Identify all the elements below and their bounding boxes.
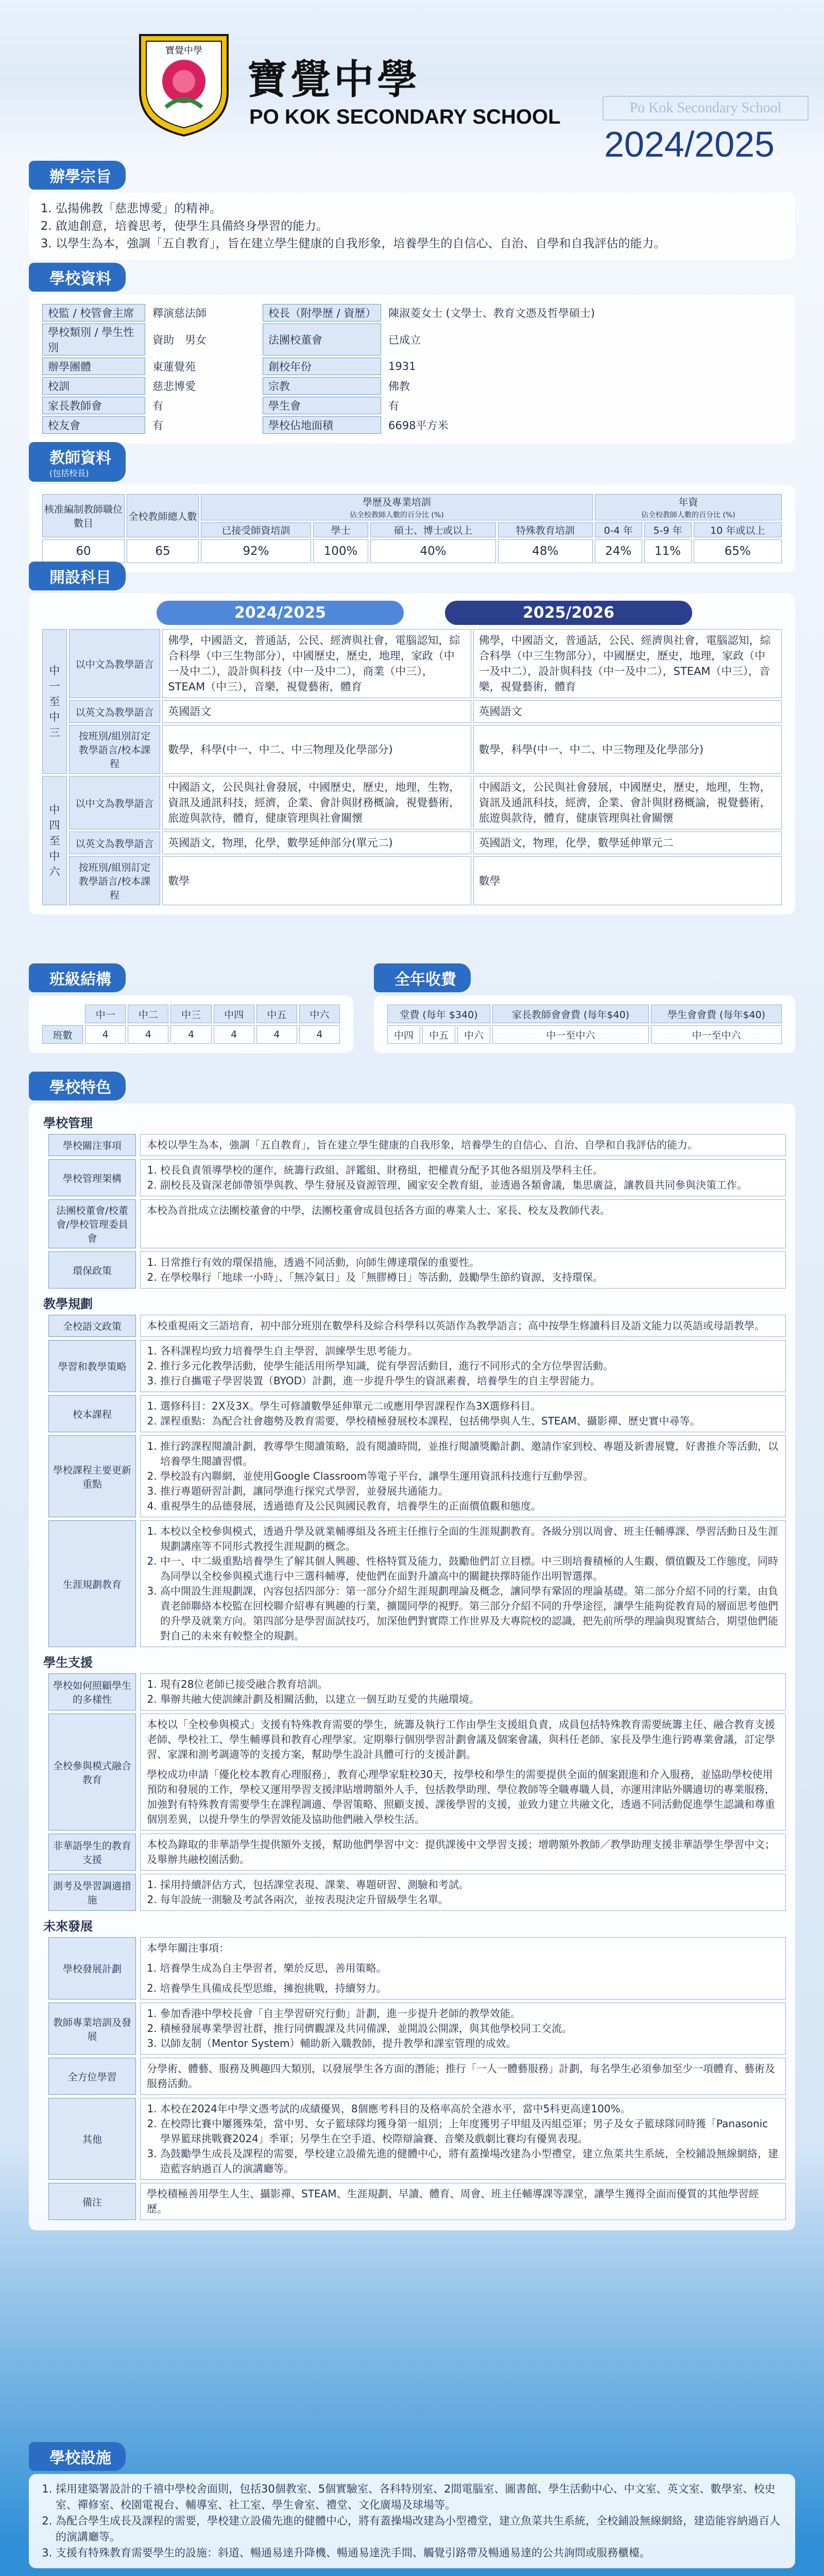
col-header: 碩士、博士或以上 bbox=[370, 522, 496, 537]
list-item: 3. 以學生為本，強調「五自教育」，旨在建立學生健康的自我形象，培養學生的自信心、自治、自學和自我評估的能力。 bbox=[56, 235, 784, 252]
stage-senior: 中四至中六 bbox=[42, 776, 67, 905]
info-value: 資助 男女 bbox=[152, 334, 207, 346]
feature-content bbox=[140, 1340, 786, 1392]
list-item: 2. 在校際比賽中屢獲殊榮，當中男、女子籃球隊均獲身第一組別；上年度獲男子甲組及丙組亞軍；男子及女子籃球隊同時獲「Panasonic 學界籃球挑戰賽2024」季軍；另學生在空手道、校際辯論賽、音樂及戲劇比賽均有優異表現。 bbox=[160, 2116, 779, 2146]
course-cell: 英國語文 bbox=[473, 700, 782, 723]
info-value: 6698平方米 bbox=[388, 419, 449, 432]
table-row bbox=[42, 416, 702, 434]
list-item: 2. 舉辦共融大使訓練計劃及相關活動，以建立一個互助互愛的共融環境。 bbox=[160, 1692, 779, 1707]
course-cell: 數學 bbox=[473, 856, 782, 905]
facilities-section bbox=[29, 2442, 795, 2568]
list-item: 4. 重視學生的品德發展，透過德育及公民與國民教育，培養學生的正面價值觀和態度。 bbox=[160, 1499, 779, 1514]
feature-label: 學校課程主要更新重點 bbox=[48, 1435, 136, 1517]
section-title: 全年收費 bbox=[374, 963, 471, 992]
table-row bbox=[42, 304, 702, 321]
form-header: 中五 bbox=[256, 1005, 297, 1023]
mission-list bbox=[40, 200, 784, 252]
course-cell: 數學，科學(中一、中二、中三物理及化學部分) bbox=[473, 725, 782, 774]
course-cell: 英國語文 bbox=[162, 700, 471, 723]
feature-label: 其他 bbox=[48, 2098, 136, 2180]
section-title: 學校特色 bbox=[29, 1072, 126, 1100]
pta-header: 家長教師會會費 (每年$40) bbox=[492, 1005, 649, 1023]
info-value: 1931 bbox=[388, 360, 416, 372]
list-item: 1. 採用建築署設計的千禧中學校舍面則，包括30個教室、5個實驗室、各科特別室、2間電腦室、圖書館、學生活動中心、中文室、英文室、數學室、校史室、禪修室、校園電視台、輔導室、社工室、學生會室、禮堂、文化廣場及球場等。 bbox=[56, 2481, 784, 2513]
course-cell: 佛學，中國語文，普通話，公民、經濟與社會，電腦認知，綜合科學（中三生物部分），中國歷史，歷史，地理，家政（中一及中二），設計與科技（中一及中二），商業（中三），STEAM（中三），音樂，視覺藝術，體育 bbox=[162, 629, 471, 698]
list-item: 1. 各科課程均致力培養學生自主學習，訓練學生思考能力。 bbox=[160, 1344, 779, 1359]
section-subtitle: (包括校長) bbox=[49, 468, 89, 478]
pct-value: 48% bbox=[498, 539, 593, 563]
cat-english: 以英文為教學語言 bbox=[69, 832, 161, 854]
fee-form: 中六 bbox=[457, 1025, 490, 1044]
list-item: 2. 副校長及資深老師帶領學與教、學生發展及資源管理、國家安全教育組，並透過各類會議，集思廣益，讓教員共同參與決策工作。 bbox=[160, 1178, 779, 1193]
list-item: 3. 為鼓勵學生成長及課程的需要，學校建立設備先進的健體中心，將有蓋操場改建為小型禮堂，建立魚菜共生系統，全校鋪設無線網絡，建造藍容納過百人的演講廳等。 bbox=[160, 2146, 779, 2176]
course-cell: 數學，科學(中一、中二、中三物理及化學部分) bbox=[162, 725, 471, 774]
course-cell: 英國語文，物理，化學，數學延伸單元二 bbox=[473, 832, 782, 854]
courses-section bbox=[29, 562, 795, 914]
feature-group-title: 教學規劃 bbox=[43, 1297, 93, 1311]
feature-label: 校本課程 bbox=[48, 1395, 136, 1432]
list-item: 2. 中一、中二級重點培養學生了解其個人興趣、性格特質及能力，鼓勵他們訂立目標。中三則培養積極的人生觀、價值觀及工作態度，同時為同學以全校參與模式進行中三選科輔導，使他們在面對升讀高中的關鍵抉擇時能作出明智選擇。 bbox=[160, 1554, 779, 1584]
school-name-en: PO KOK SECONDARY SCHOOL bbox=[249, 106, 561, 128]
feature-label: 非華語學生的教育支援 bbox=[48, 1834, 136, 1871]
col-header: 0-4 年 bbox=[595, 522, 642, 537]
list-item: 1. 現有28位老師已接受融合教育培訓。 bbox=[160, 1677, 779, 1692]
info-label: 法團校董會 bbox=[263, 324, 381, 355]
feature-label: 測考及學習調適措施 bbox=[48, 1874, 136, 1911]
approved-value: 60 bbox=[42, 539, 125, 563]
feature-content bbox=[140, 1134, 786, 1156]
feature-content bbox=[140, 1673, 786, 1710]
section-title: 開設科目 bbox=[29, 562, 126, 590]
info-value: 東蓮覺苑 bbox=[152, 361, 196, 373]
table-row bbox=[42, 358, 702, 375]
fees-table bbox=[385, 1003, 784, 1046]
year-pill-2025: 2025/2026 bbox=[445, 601, 692, 625]
feature-content bbox=[140, 1251, 786, 1289]
list-item: 2. 為配合學生成長及課程的需要，學校建立設備先進的健體中心，將有蓋操場改建為小型禮堂，建立魚菜共生系統，全校鋪設無線網絡，建造能容納過百人的演講廳等。 bbox=[56, 2513, 784, 2545]
col-header: 學士 bbox=[313, 522, 368, 537]
feature-row bbox=[48, 1673, 786, 1710]
feature-content bbox=[140, 1315, 786, 1337]
feature-content bbox=[140, 2003, 786, 2055]
feature-label: 生涯規劃教育 bbox=[48, 1520, 136, 1647]
cat-mixed: 按班別/組別訂定教學語言/校本課程 bbox=[69, 725, 161, 774]
form-header: 中四 bbox=[214, 1005, 254, 1023]
col-header: 特殊教育培訓 bbox=[498, 522, 593, 537]
list-item: 2. 在學校舉行「地球一小時」、「無冷氣日」及「無膠樽日」等活動，鼓勵學生節約資源，支持環保。 bbox=[160, 1270, 779, 1285]
col-header: 10 年或以上 bbox=[694, 522, 782, 537]
feature-label: 環保政策 bbox=[48, 1251, 136, 1289]
info-value: 慈悲博愛 bbox=[152, 380, 196, 393]
facilities-list bbox=[40, 2481, 784, 2561]
list-item: 2. 學校設有內聯網，並使用Google Classroom等電子平台，讓學生運用資訊科技進行互動學習。 bbox=[160, 1469, 779, 1484]
feature-row bbox=[48, 2098, 786, 2180]
classes-section bbox=[29, 963, 353, 1053]
list-item: 1. 弘揚佛教「慈悲博愛」的精神。 bbox=[56, 200, 784, 217]
col-header: 已接受師資培訓 bbox=[201, 522, 311, 537]
course-cell: 數學 bbox=[162, 856, 471, 905]
feature-row bbox=[48, 2003, 786, 2055]
feature-group-title: 學校管理 bbox=[43, 1116, 93, 1130]
feature-content bbox=[140, 2058, 786, 2095]
form-header: 中一 bbox=[85, 1005, 126, 1023]
list-item: 2. 積極發展專業學習社群，推行同儕觀課及共同備課，並開設公開課，與其他學校同工交流。 bbox=[160, 2021, 779, 2036]
pct-value: 65% bbox=[694, 539, 782, 563]
feature-row bbox=[48, 1134, 786, 1156]
feature-row bbox=[48, 2183, 786, 2220]
feature-label: 學校發展計劃 bbox=[48, 1937, 136, 1999]
features-body bbox=[29, 1104, 795, 2230]
info-value: 釋演慈法師 bbox=[152, 307, 207, 319]
list-item: 1. 校長負責領導學校的運作，統籌行政組、評鑑組、財務組，把權責分配予其他各組別及學科主任。 bbox=[160, 1163, 779, 1178]
info-value: 有 bbox=[388, 400, 399, 412]
table-row bbox=[42, 324, 702, 355]
form-header: 中三 bbox=[170, 1005, 211, 1023]
list-item: 2. 啟迪創意，培養思考，使學生具備終身學習的能力。 bbox=[56, 217, 784, 235]
info-label: 辦學團體 bbox=[42, 358, 145, 375]
info-value: 有 bbox=[152, 400, 163, 412]
feature-content bbox=[140, 1937, 786, 1999]
paragraph: 學校成功申請「優化校本教育心理服務」，教育心理學家駐校30天，按學校和學生的需要提供全面的個案跟進和介入服務，並協助學校使用預防和發展的工作，學校又運用學習支援津貼增聘額外人手，包括教學助理、學位教師等全職專職人員，亦運用津貼外購適切的專業服務，加強對有特殊教育需要學生在課程調適、學習策略、照顧支援、課後學習的支援，並致力建立共融文化，透過不同活動促進學生認識和尊重個別差異，以提升學生的學習效能及協助他們融入學校生活。 bbox=[147, 1768, 775, 1825]
feature-row bbox=[48, 1340, 786, 1392]
list-item: 2. 課程重點：為配合社會趨勢及教育需要，學校積極發展校本課程，包括佛學與人生、STEAM、攝影禪、歷史實中尋等。 bbox=[160, 1414, 779, 1429]
feature-content bbox=[140, 2183, 786, 2220]
feature-label: 全校參與模式融合教育 bbox=[48, 1714, 136, 1831]
list-item: 1. 推行跨課程閱讀計劃，教導學生閱讀策略，設有閱讀時間，並推行閱讀獎勵計劃、邀請作家到校、專題及新書展覽，好書推介等活動，以培養學生閱讀習慣。 bbox=[160, 1439, 779, 1469]
section-title: 學校資料 bbox=[29, 263, 126, 292]
list-item: 2. 每年設統一測驗及考試各兩次，並按表現決定升留級學生名單。 bbox=[160, 1892, 779, 1907]
col-header: 5-9 年 bbox=[644, 522, 692, 537]
total-value: 65 bbox=[127, 539, 199, 563]
feature-row bbox=[48, 1435, 786, 1517]
courses-table bbox=[40, 627, 784, 907]
row-label: 班數 bbox=[42, 1025, 83, 1044]
paragraph: 本學年關注事項： bbox=[147, 1942, 229, 1954]
info-value: 已成立 bbox=[388, 334, 421, 346]
count-cell: 4 bbox=[256, 1025, 297, 1044]
paragraph: 學校積極善用學生人生、攝影禪、STEAM、生涯規劃、早讀、體育、周會、班主任輔導課等課堂，讓學生獲得全面而優質的其他學習經歷。 bbox=[147, 2188, 759, 2215]
feature-content bbox=[140, 1834, 786, 1871]
classes-fees-row bbox=[29, 963, 795, 1053]
feature-label: 教師專業培訓及發展 bbox=[48, 2003, 136, 2055]
info-label: 宗教 bbox=[263, 377, 381, 395]
cat-chinese: 以中文為教學語言 bbox=[69, 629, 161, 698]
info-value: 有 bbox=[152, 419, 163, 432]
feature-row bbox=[48, 1315, 786, 1337]
school-name-cn: 寶覺中學 bbox=[247, 56, 421, 103]
section-title-text: 教師資料 bbox=[49, 449, 111, 467]
total-header: 全校教師總人數 bbox=[127, 494, 199, 537]
form-header: 中二 bbox=[128, 1005, 168, 1023]
feature-row bbox=[48, 1251, 786, 1289]
cat-chinese: 以中文為教學語言 bbox=[69, 776, 161, 829]
feature-row bbox=[48, 1159, 786, 1196]
pct-value: 92% bbox=[201, 539, 311, 563]
count-cell: 4 bbox=[214, 1025, 254, 1044]
feature-content bbox=[140, 1395, 786, 1432]
staff-section bbox=[29, 442, 795, 572]
table-row bbox=[42, 377, 702, 395]
feature-row bbox=[48, 1199, 786, 1248]
feature-group-title: 未來發展 bbox=[43, 1919, 93, 1934]
feature-row bbox=[48, 1834, 786, 1871]
stage-junior: 中一至中三 bbox=[42, 629, 67, 774]
count-cell: 4 bbox=[85, 1025, 126, 1044]
feature-row bbox=[48, 2058, 786, 2095]
fee-form: 中四 bbox=[387, 1025, 420, 1044]
cat-english: 以英文為教學語言 bbox=[69, 700, 161, 723]
feature-content bbox=[140, 1199, 786, 1248]
feature-label: 法團校董會/校董會/學校管理委員會 bbox=[48, 1199, 136, 1248]
table-row bbox=[42, 397, 702, 414]
fee-form: 中五 bbox=[422, 1025, 455, 1044]
count-cell: 4 bbox=[299, 1025, 340, 1044]
list-item: 3. 以師友制（Mentor System）輔助新入職教師，提升教學和課室管理的成效。 bbox=[160, 2036, 779, 2051]
school-info-table bbox=[40, 302, 705, 436]
cat-mixed: 按班別/組別訂定教學語言/校本課程 bbox=[69, 856, 161, 905]
pct-value: 100% bbox=[313, 539, 368, 563]
feature-label: 全方位學習 bbox=[48, 2058, 136, 2095]
info-label: 校友會 bbox=[42, 416, 145, 434]
feature-group-title: 學生支援 bbox=[43, 1655, 93, 1670]
feature-label: 全校語文政策 bbox=[48, 1315, 136, 1337]
list-item: 1. 本校在2024年中學文憑考試的成績優異，8個應考科目的及格率高於全港水平，當中5科更高達100%。 bbox=[160, 2102, 779, 2116]
feature-label: 學習和教學策略 bbox=[48, 1340, 136, 1392]
info-label: 學校佔地面積 bbox=[263, 416, 381, 434]
pct-value: 40% bbox=[370, 539, 496, 563]
info-value: 佛教 bbox=[388, 380, 410, 393]
feature-row bbox=[48, 1714, 786, 1831]
paragraph: 本校為首批成立法團校董會的中學，法團校董會成員包括各方面的專業人士、家長、校友及教師代表。 bbox=[147, 1204, 610, 1216]
approved-header: 核准編制教師職位數目 bbox=[42, 494, 125, 537]
years-header: 年資 佔全校教師人數的百分比 (%) bbox=[595, 494, 782, 520]
list-item: 3. 推行自攜電子學習裝置（BYOD）計劃，進一步提升學生的資訊素養，培養學生的自主學習能力。 bbox=[160, 1374, 779, 1388]
paragraph: 本校為錄取的非華語學生提供額外支援，幫助他們學習中文：提供課後中文學習支援；增聘額外教師／教學助理支援非華語學生學習中文；及舉辦共融校園活動。 bbox=[147, 1838, 775, 1866]
course-cell: 中國語文，公民與社會發展，中國歷史，歷史，地理，生物，資訊及通訊科技，經濟，企業、會計與財務概論，視覺藝術，旅遊與款待，體育，健康管理與社會關懷 bbox=[162, 776, 471, 829]
info-value: 陳淑菱女士 (文學士、教育文憑及哲學碩士) bbox=[388, 307, 595, 319]
info-label: 學校類別 / 學生性別 bbox=[42, 324, 145, 355]
school-info-section bbox=[29, 263, 795, 443]
feature-content bbox=[140, 2098, 786, 2180]
feature-row bbox=[48, 1520, 786, 1647]
info-label: 校長（附學歷 / 資歷） bbox=[263, 304, 381, 321]
list-item: 1. 選修科目：2X及3X。學生可修讀數學延伸單元二或應用學習課程作為3X選修科目。 bbox=[160, 1399, 779, 1414]
feature-label: 學校關注事項 bbox=[48, 1134, 136, 1156]
header bbox=[0, 0, 824, 164]
paragraph: 本校以學生為本，強調「五自教育」，旨在建立學生健康的自我形象，培養學生的自信心、自治、自學和自我評估的能力。 bbox=[147, 1139, 698, 1151]
paragraph: 分學術、體藝、服務及興趣四大類別，以發展學生各方面的潛能；推行「一人一體藝服務」計劃，每名學生必須參加至少一項體育、藝術及服務活動。 bbox=[147, 2062, 775, 2090]
pct-value: 24% bbox=[595, 539, 642, 563]
info-label: 校訓 bbox=[42, 377, 145, 395]
fees-section bbox=[374, 963, 795, 1053]
list-item: 1. 日常推行有效的環保措施，透過不同活動，向師生傳達環保的重要性。 bbox=[160, 1255, 779, 1270]
year-pill-2024: 2024/2025 bbox=[157, 601, 404, 625]
paragraph: 本校重視兩文三語培育，初中部分班別在數學科及綜合科學科以英語作為教學語言；高中按學生修讀科目及語文能力以英語或母語教學。 bbox=[147, 1319, 765, 1332]
list-item: 1. 本校以全校參與模式，透過升學及就業輔導組及各班主任推行全面的生涯規劃教育。各級分別以周會、班主任輔導課、學習活動日及生涯規劃講座等不同形式教授生涯規劃的概念。 bbox=[160, 1524, 779, 1554]
school-logo-icon bbox=[135, 30, 233, 138]
section-title: 辦學宗旨 bbox=[29, 161, 126, 190]
feature-label: 學校如何照顧學生的多樣性 bbox=[48, 1673, 136, 1710]
feature-content bbox=[140, 1714, 786, 1831]
pta-range: 中一至中六 bbox=[492, 1025, 649, 1044]
pct-value: 11% bbox=[644, 539, 692, 563]
list-item: 1. 參加香港中學校長會「自主學習研究行動」計劃，進一步提升老師的教學效能。 bbox=[160, 2006, 779, 2021]
count-cell: 4 bbox=[170, 1025, 211, 1044]
staff-table bbox=[40, 492, 784, 565]
feature-row bbox=[48, 1874, 786, 1911]
info-label: 家長教師會 bbox=[42, 397, 145, 414]
list-item: 1. 採用持續評估方式，包括課堂表現、課業、專題研習、測驗和考試。 bbox=[160, 1877, 779, 1892]
feature-content bbox=[140, 1520, 786, 1647]
list-item: 3. 推行專題研習計劃，讓同學進行探究式學習，並發展共通能力。 bbox=[160, 1484, 779, 1499]
info-label: 創校年份 bbox=[263, 358, 381, 375]
section-title: 學校設施 bbox=[29, 2442, 126, 2471]
feature-label: 學校管理架構 bbox=[48, 1159, 136, 1196]
su-header: 學生會會費 (每年$40) bbox=[651, 1005, 782, 1023]
school-year: 2024/2025 bbox=[604, 124, 775, 164]
course-cell: 佛學，中國語文，普通話，公民、經濟與社會，電腦認知，綜合科學（中三生物部分），中國歷史，歷史，地理，家政（中一及中二），設計與科技（中一及中二），STEAM（中三），音樂，視覺藝術，體育 bbox=[473, 629, 782, 698]
form-header: 中六 bbox=[299, 1005, 340, 1023]
background-sign: Po Kok Secondary School bbox=[603, 96, 809, 121]
paragraph: 2. 培養學生具備成長型思維，擁抱挑戰，持續努力。 bbox=[147, 1982, 387, 1994]
classes-table bbox=[40, 1003, 342, 1046]
mission-section bbox=[29, 161, 795, 260]
su-range: 中一至中六 bbox=[651, 1025, 782, 1044]
paragraph: 本校以「全校參與模式」支援有特殊教育需要的學生，統籌及執行工作由學生支援組負責，成員包括特殊教育需要統籌主任、融合教育支援老師、學校社工、學生輔導員和教育心理學家。定期舉行個別學習計劃會議及個案會議，與科任老師、家長及學生進行跨專業會議，訂定學習、家課和測考調適等的支援方案，幫助學生設計具體可行的支援計劃。 bbox=[147, 1718, 775, 1760]
feature-content bbox=[140, 1435, 786, 1517]
paragraph: 1. 培養學生成為自主學習者，樂於反思，善用策略。 bbox=[147, 1962, 387, 1974]
feature-row bbox=[48, 1395, 786, 1432]
section-title bbox=[29, 442, 126, 482]
course-cell: 中國語文，公民與社會發展，中國歷史，歷史，地理，生物，資訊及通訊科技，經濟，企業、會計與財務概論，視覺藝術，旅遊與款待，體育，健康管理與社會關懷 bbox=[473, 776, 782, 829]
list-item: 2. 推行多元化教學活動，使學生能活用所學知識，從有學習活動目，進行不同形式的全方位學習活動。 bbox=[160, 1359, 779, 1374]
info-label: 學生會 bbox=[263, 397, 381, 414]
feature-label: 備注 bbox=[48, 2183, 136, 2220]
feature-content bbox=[140, 1874, 786, 1911]
course-cell: 英國語文，物理，化學，數學延伸部分(單元二) bbox=[162, 832, 471, 854]
section-title: 班級結構 bbox=[29, 963, 126, 992]
feature-row bbox=[48, 1937, 786, 1999]
quals-header: 學歷及專業培訓 佔全校教師人數的百分比 (%) bbox=[201, 494, 593, 520]
tuition-header: 堂費 (每年 $340) bbox=[387, 1005, 490, 1023]
list-item: 3. 支援有特殊教育需要學生的設施：斜道、暢通易達升降機、暢通易達洗手間、觸覺引路帶及暢通易達的公共詢問或服務櫃檯。 bbox=[56, 2545, 784, 2561]
feature-content bbox=[140, 1159, 786, 1196]
logo-text: 寶覺中學 bbox=[165, 45, 202, 56]
list-item: 3. 高中開設生涯規劃課，內容包括四部分：第一部分介紹生涯規劃理論及概念，讓同學有鞏固的理論基礎。第二部分介紹不同的行業，由負責老師聯絡本校監在回校聯介紹專有興趣的行業，擴闊同學的視野。第三部分介紹不同的升學途徑，讓學生能夠從教育局的層面思考他們的升學及就業方向。第四部分是學習面試技巧，加深他們對實際工作世界及大專院校的認識，把先前所學的理論與現實結合，期望他們能對自己的未來有較整全的規劃。 bbox=[160, 1584, 779, 1643]
count-cell: 4 bbox=[128, 1025, 168, 1044]
features-section bbox=[29, 1072, 795, 2230]
info-label: 校監 / 校管會主席 bbox=[42, 304, 145, 321]
